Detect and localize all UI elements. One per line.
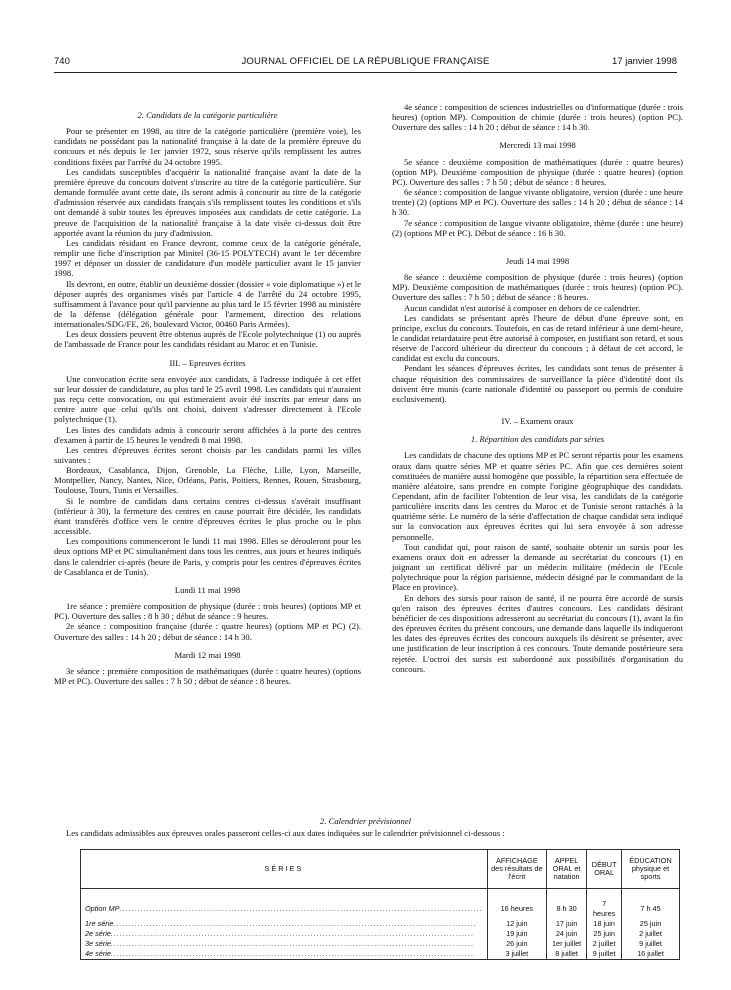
paragraph-group bbox=[392, 272, 683, 404]
table-cell: 7 h 45 bbox=[622, 889, 680, 920]
table-cell: 3 juillet bbox=[487, 949, 546, 960]
day-heading: Mercredi 13 mai 1998 bbox=[499, 140, 576, 151]
subsection-heading: 2. Calendrier prévisionnel bbox=[320, 816, 411, 826]
left-column bbox=[54, 102, 361, 686]
series-label-text: 4e série bbox=[85, 949, 111, 958]
column-header: SÉRIES bbox=[81, 850, 488, 889]
paragraph: 3e séance : première composition de mathématiques (durée : quatre heures) (options MP et PC). Ouverture des salles : 7 h 50 ; début de séance : 8 heures. bbox=[54, 665, 361, 686]
column-header: APPEL ORAL et natation bbox=[546, 850, 586, 889]
paragraph: 6e séance : composition de langue vivante obligatoire, version (durée : une heure trente) (2) (options MP et PC). Ouverture des salles : 14 h 20 ; début de séance : 14 h 30. bbox=[392, 187, 683, 218]
table-cell: 8 juillet bbox=[546, 949, 586, 960]
page-number: 740 bbox=[54, 56, 70, 67]
day-heading: Mardi 12 mai 1998 bbox=[174, 649, 241, 660]
table-row bbox=[81, 929, 680, 939]
paragraph: Pendant les séances d'épreuves écrites, les candidats sont tenus de présenter à chaque réquisition des commissaires de surveillance la pièce d'identité dont ils doivent être munis (carte nationale d'identité ou passeport ou permis de conduire exclusivement). bbox=[392, 363, 683, 404]
page-header bbox=[54, 56, 677, 70]
table-header-row bbox=[81, 850, 680, 889]
section-heading: IV. – Examens oraux bbox=[501, 416, 574, 427]
table-cell: 8 h 30 bbox=[546, 889, 586, 920]
paragraph: Pour se présenter en 1998, au titre de la catégorie particulière (première voie), les candidats ne possédant pas la nationalité française à la date de la première épreuve du concours et nés depuis le 1er janvier 1972, sous réserve qu'ils remplissent les autres conditions fixées par l'arrêté du 24 octobre 1995. bbox=[54, 126, 361, 167]
series-label bbox=[81, 919, 488, 929]
paragraph: Les candidats admissibles aux épreuves orales passeront celles-ci aux dates indiquées sur le calendrier prévisionnel ci-dessous : bbox=[66, 828, 505, 839]
table-cell: 19 juin bbox=[487, 929, 546, 939]
paragraph: Les deux dossiers peuvent être obtenus auprès de l'Ecole polytechnique (1) ou auprès de l'ambassade de France pour les candidats résidant au Maroc et en Tunisie. bbox=[54, 329, 361, 350]
series-label-text: 3e série bbox=[85, 939, 111, 948]
series-label-text: 1re série bbox=[85, 919, 114, 928]
paragraph: 2e séance : composition française (durée : quatre heures) (options MP et PC) (2). Ouverture des salles : 14 h 20 ; début de séance : 14 h 30. bbox=[54, 621, 361, 642]
leader-dots: ........................................................................................................................ bbox=[110, 929, 475, 938]
leader-dots: ........................................................................................................................ bbox=[110, 939, 475, 948]
series-label bbox=[81, 949, 488, 960]
paragraph: Les candidats de chacune des options MP et PC seront répartis pour les examens oraux dans quatre séries MP et quatre séries PC. Afin que ces dernières soient constituées de manière aussi homogène que possible, la répartition sera effectuée de manière aléatoire, sans prendre en compte l'origine géographique des candidats. Cependant, afin de faciliter l'obtention de leur visa, les candidats de la catégorie particulière inscrits dans les centres du Maroc et de Tunisie seront rattachés à la quatrième série. Le numéro de la série d'affectation de chaque candidat sera indiqué sur la convocation aux épreuves écrites qui lui sera envoyée à son adresse personnelle. bbox=[392, 450, 683, 542]
column-header: DÉBUT ORAL bbox=[587, 850, 622, 889]
paragraph: Les centres d'épreuves écrites seront choisis par les candidats parmi les villes suivantes : bbox=[54, 444, 361, 465]
issue-date: 17 janvier 1998 bbox=[612, 56, 677, 67]
table-row bbox=[81, 939, 680, 949]
right-column bbox=[392, 102, 683, 674]
leader-dots: ........................................................................................................................ bbox=[110, 949, 475, 958]
paragraph-group bbox=[54, 666, 361, 686]
paragraph: 1re séance : première composition de physique (durée : trois heures) (options MP et PC). Ouverture des salles : 8 h 30 ; début de séance : 9 heures. bbox=[54, 601, 361, 622]
paragraph: Bordeaux, Casablanca, Dijon, Grenoble, La Flèche, Lille, Lyon, Marseille, Montpellier, Nancy, Nantes, Nice, Orléans, Paris, Poitiers, Rennes, Rouen, Strasbourg, Toulouse, Tours, Tunis et Versailles. bbox=[54, 465, 361, 496]
calendar-table bbox=[80, 849, 680, 960]
column-header: ÉDUCATION physique et sports bbox=[622, 850, 680, 889]
paragraph-group bbox=[54, 126, 361, 349]
table-cell: 1er juillet bbox=[546, 939, 586, 949]
paragraph: Aucun candidat n'est autorisé à composer en dehors de ce calendrier. bbox=[404, 302, 641, 313]
paragraph: 7e séance : composition de langue vivante obligatoire, thème (durée : une heure) (2) (options MP et PC). Début de séance : 16 h 30. bbox=[392, 217, 683, 238]
table-cell: 18 juin bbox=[587, 919, 622, 929]
paragraph: Les candidats susceptibles d'acquérir la nationalité française avant la date de la première épreuve du concours doivent s'inscrire au titre de la catégorie particulière. Sur demande formulée avant cette date, ils seront admis à concourir au titre de la catégorie d'admission réservée aux candidats français s'ils remplissent toutes les conditions et s'ils ont demandé à subir toutes les épreuves imposées aux candidats de cette catégorie. La preuve de l'acquisition de la nationalité française à la date visée ci-dessus doit être apportée avant la réunion du jury d'admission. bbox=[54, 166, 361, 238]
paragraph: Les compositions commenceront le lundi 11 mai 1998. Elles se dérouleront pour les deux options MP et PC simultanément dans tous les centres, aux jours et heures indiqués dans le calendrier ci-après (heure de Paris, y compris pour les centres d'épreuves écrites de Casablanca et de Tunis). bbox=[54, 536, 361, 577]
table-cell: 25 juin bbox=[622, 919, 680, 929]
day-heading: Lundi 11 mai 1998 bbox=[174, 584, 241, 595]
table-cell: 9 juillet bbox=[622, 939, 680, 949]
series-label bbox=[81, 939, 488, 949]
series-label-text: 2e série bbox=[85, 929, 111, 938]
table-cell: 25 juin bbox=[587, 929, 622, 939]
header-rule bbox=[54, 72, 677, 73]
series-label bbox=[81, 929, 488, 939]
section-heading: III. – Epreuves écrites bbox=[169, 357, 246, 368]
table-row bbox=[81, 949, 680, 960]
paragraph-group bbox=[392, 102, 683, 132]
paragraph: Tout candidat qui, pour raison de santé, souhaite obtenir un sursis pour les examens oraux doit en adresser la demande au secrétariat du concours (1) en joignant un certificat délivré par un médecin militaire (médecin de l'Ecole polytechnique pour la région parisienne, médecin désigné par le commandant de la Place en province). bbox=[392, 541, 683, 593]
paragraph: En dehors des sursis pour raison de santé, il ne pourra être accordé de sursis qu'en raison des épreuves écrites d'autres concours. Les candidats désirant bénéficier de ces dispositions adresseront au secrétariat du concours (1), avant la fin des épreuves écrites du présent concours, une demande dans laquelle ils indiqueront les dates des épreuves écrites des concours auxquels ils désirent se présenter, avec une justification de leur inscription à ces concours. Toute demande postérieure sera rejetée. L'octroi des sursis est subordonné aux possibilités d'organisation du concours. bbox=[392, 592, 683, 674]
paragraph-group bbox=[392, 450, 683, 673]
table-row bbox=[81, 919, 680, 929]
series-label-text: Option MP bbox=[85, 904, 120, 913]
table-cell: 9 juillet bbox=[587, 949, 622, 960]
paragraph: 4e séance : composition de sciences industrielles ou d'informatique (durée : trois heures) (option MP). Composition de chimie (durée : trois heures) (option PC). Ouverture des salles : 14 h 20 ; début de séance : 14 h 30. bbox=[392, 102, 683, 133]
table-cell: 17 juin bbox=[546, 919, 586, 929]
column-header: AFFICHAGE des résultats de l'écrit bbox=[487, 850, 546, 889]
paragraph-group bbox=[392, 157, 683, 238]
series-label bbox=[81, 889, 488, 920]
table-cell: 16 juillet bbox=[622, 949, 680, 960]
paragraph: Ils devront, en outre, établir un deuxième dossier (dossier « voie diplomatique ») et le déposer auprès des organismes visés par l'article 4 de l'arrêté du 24 octobre 1995, suffisamment à l'avance pour qu'il parvienne au plus tard le 15 février 1998 au ministère de la défense (délégation générale pour l'armement, direction des relations internationales/SDG/FE, 26, boulevard Victor, 00460 Paris Armées). bbox=[54, 278, 361, 330]
table-row bbox=[81, 889, 680, 920]
paragraph: 8e séance : deuxième composition de physique (durée : trois heures) (option MP). Deuxième composition de mathématiques (durée : trois heures) (option PC). Ouverture des salles : 7 h 50 ; début de séance : 8 heures. bbox=[392, 272, 683, 303]
table-cell: 2 juillet bbox=[587, 939, 622, 949]
leader-dots: ........................................................................................................................ bbox=[119, 904, 483, 913]
paragraph: Les candidats se présentant après l'heure de début d'une épreuve sont, en principe, exclus du concours. Toutefois, en cas de retard inférieur à une demi-heure, le candidat retardataire peut être autorisé à composer, en justifiant son retard, et sous réserve de l'accord ultérieur du directeur du concours ; à défaut de cet accord, le candidat est exclu du concours. bbox=[392, 312, 683, 364]
paragraph: 5e séance : deuxième composition de mathématiques (durée : quatre heures) (option MP). Deuxième composition de physique (durée : quatre heures) (option PC). Ouverture des salles : 7 h 50 ; début de séance : 8 heures. bbox=[392, 156, 683, 187]
table-cell: 26 juin bbox=[487, 939, 546, 949]
table-cell: 24 juin bbox=[546, 929, 586, 939]
calendar-intro bbox=[54, 816, 677, 838]
paragraph-group bbox=[54, 374, 361, 577]
paragraph: Si le nombre de candidats dans certains centres ci-dessus s'avérait insuffisant (inférieur à 30), la fermeture des centres en cause pourrait être décidée, les candidats étant transférés d'office vers le centre d'épreuves écrites le plus proche ou le plus accessible. bbox=[54, 495, 361, 537]
table-cell: 16 heures bbox=[487, 889, 546, 920]
table-cell: 2 juillet bbox=[622, 929, 680, 939]
calendar-body bbox=[81, 889, 680, 960]
table-cell: 7 heures bbox=[587, 889, 622, 920]
journal-title: JOURNAL OFFICIEL DE LA RÉPUBLIQUE FRANÇAISE bbox=[241, 56, 490, 67]
paragraph: Une convocation écrite sera envoyée aux candidats, à l'adresse indiquée à cet effet sur leur dossier de candidature, au plus tard le 25 avril 1998. Les candidats qui n'auraient pas reçu cette convocation, ou qui estimeraient avoir été inscrits par erreur dans un centre autre que celui qu'ils ont choisi, doivent s'adresser directement à l'Ecole polytechnique (1). bbox=[54, 373, 361, 425]
paragraph-group bbox=[54, 601, 361, 642]
paragraph: Les candidats résidant en France devront, comme ceux de la catégorie générale, remplir une fiche d'inscription par Minitel (36-15 POLYTECH) avant le 1er décembre 1997 et déposer un dossier de candidature d'un modèle particulier avant le 15 janvier 1998. bbox=[54, 237, 361, 279]
table-cell: 12 juin bbox=[487, 919, 546, 929]
subsection-heading: 1. Répartition des candidats par séries bbox=[470, 434, 605, 445]
day-heading: Jeudi 14 mai 1998 bbox=[505, 255, 570, 266]
leader-dots: ........................................................................................................................ bbox=[113, 919, 477, 928]
section-heading: 2. Candidats de la catégorie particulière bbox=[137, 110, 278, 120]
paragraph: Les listes des candidats admis à concourir seront affichées à la porte des centres d'examen à partir de 15 heures le vendredi 8 mai 1998. bbox=[54, 424, 361, 445]
